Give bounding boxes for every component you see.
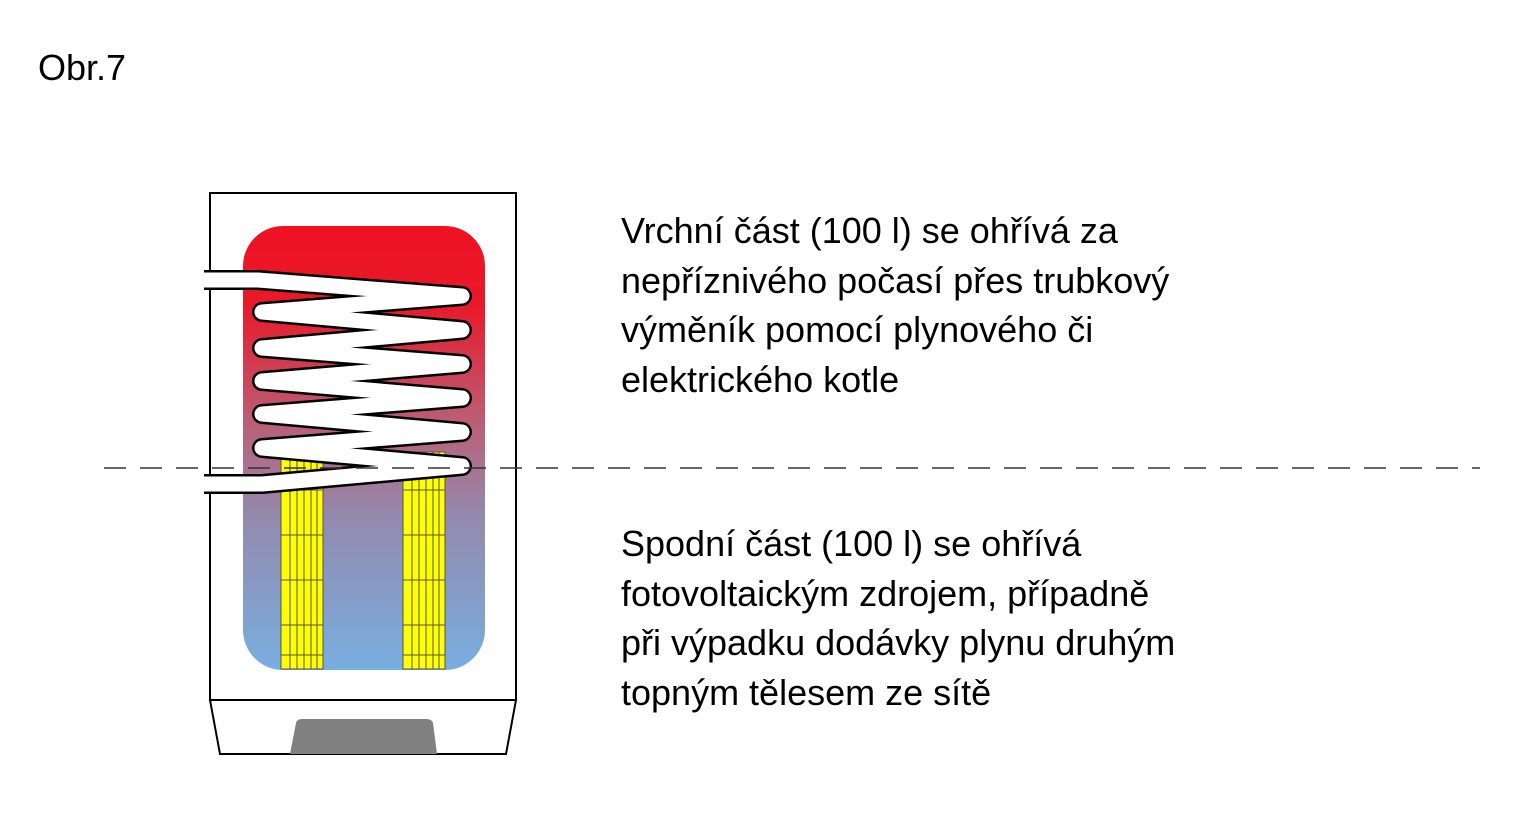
upper-text-line: výměník pomocí plynového či (621, 309, 1094, 350)
lower-text-line: topným tělesem ze sítě (621, 671, 992, 713)
right-heating-element (403, 452, 445, 669)
upper-section-description (621, 206, 1169, 404)
upper-text-line: elektrického kotle (621, 358, 900, 400)
figure-label: Obr.7 (38, 47, 127, 88)
lower-text-line: fotovoltaickým zdrojem, případně (621, 572, 1150, 614)
tank-foot (290, 719, 437, 754)
lower-text-line: při výpadku dodávky plynu druhým (621, 622, 1176, 663)
lower-section-description (621, 519, 1175, 717)
lower-text-line: Spodní část (100 l) se ohřívá (621, 523, 1082, 564)
upper-text-line: Vrchní část (100 l) se ohřívá za (621, 210, 1118, 251)
upper-text-line: nepříznivého počasí přes trubkový (621, 259, 1170, 301)
